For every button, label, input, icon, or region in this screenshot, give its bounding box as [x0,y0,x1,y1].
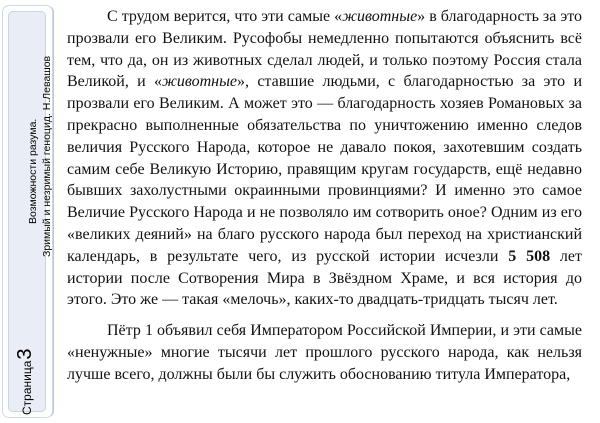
text-segment: С трудом верится, что эти самые « [107,8,343,25]
text-segment: лет истории после Сотворения Мира в Звёздном Храме, и вся история до этого. Это же — такая «мелочь», каких-то двадцать-тридцать тысяч лет. [67,247,583,309]
text-segment: » в благодарность за это прозвали его Великим. Русофобы немедленно попытаются объяснить всё тем, что да, он из животных сделал людей, и только поэтому Россия стала Великой, и « [67,8,583,91]
italic-text: животные [161,73,238,91]
book-subtitle: Зримый и незримый геноцид. Н.Левашов [41,55,53,257]
italic-text: животные [342,8,418,25]
paragraph-1 [67,6,582,311]
page-indicator [14,348,37,415]
page-sidebar [3,6,52,417]
bold-number: 5 508 [508,247,551,265]
book-title: Возможности разума. [27,118,39,224]
page-label: Страница [20,360,34,415]
document-body [67,6,582,386]
text-segment: Пётр 1 объявил себя Императором Российской Империи, и эти самые «ненужные» многие тысячи лет прошлого русского народа, как нельзя лучше всего, должны были бы служить обоснованию титула Императора, [67,322,582,383]
text-segment: », ставшие людьми, с благодарностью за это и прозвали его Великим. А может это — благодарность хозяев Романовых за прекрасно выполненные обязательства по уничтожению именно следов величия Русского Народа, которое не давало покоя, захотевшим создать самим себе Великую Историю, правящим кругам государств, ещё недавно бывших захолустными окраинными провинциями? И именно это самое Величие Русского Народа и не позволяло им сотворить оное? Одним из его «великих деяний» на благо русского народа был переход на христианский календарь, в результате чего, из русской истории исчезли [67,73,583,265]
paragraph-2 [67,320,582,385]
page-number: 3 [14,348,36,360]
